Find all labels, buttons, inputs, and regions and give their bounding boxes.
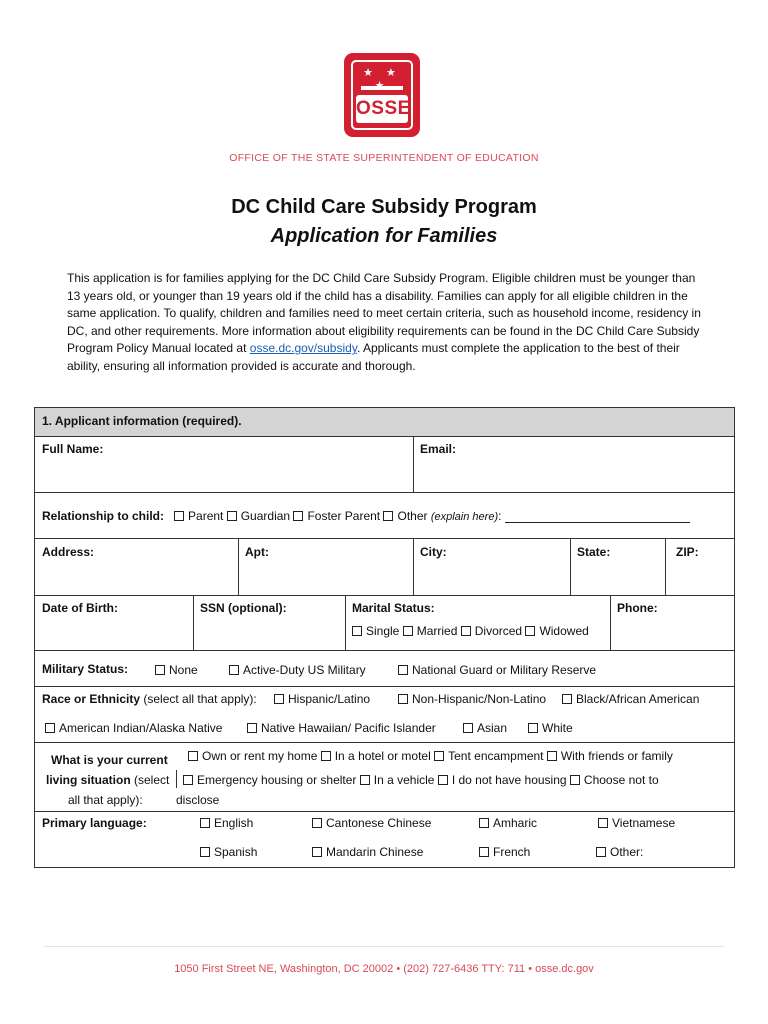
intro-text-end: . Applicants must complete the application to the best of their ability, ensuring all information provided is accurate and thorough.: [67, 341, 680, 373]
black-option: Black/African American: [576, 692, 700, 706]
french-checkbox[interactable]: [479, 847, 489, 857]
race-non-hispanic: [398, 692, 546, 706]
single-checkbox[interactable]: [352, 626, 362, 636]
friends-family-option: With friends or family: [560, 749, 673, 763]
vehicle-checkbox[interactable]: [360, 775, 370, 785]
vietnamese-option: Vietnamese: [612, 816, 676, 830]
logo-text: OSSE: [356, 95, 408, 123]
osse-logo: [344, 53, 420, 137]
living-label-2-group: [46, 773, 169, 787]
other-relationship-option: Other: [397, 509, 428, 523]
asian-option: Asian: [477, 721, 508, 735]
white-checkbox[interactable]: [528, 723, 538, 733]
row-divider: [35, 595, 734, 596]
hotel-checkbox[interactable]: [321, 751, 331, 761]
relationship-label: Relationship to child:: [42, 509, 164, 523]
hawaiian-checkbox[interactable]: [247, 723, 257, 733]
col-divider: [193, 595, 194, 650]
row-divider: [35, 492, 734, 493]
page-subtitle: Application for Families: [270, 225, 498, 247]
american-indian-option: American Indian/Alaska Native: [59, 721, 223, 735]
hotel-option: In a hotel or motel: [334, 749, 431, 763]
footer-address: 1050 First Street NE, Washington, DC 20002 • (202) 727-6436 TTY: 711 • osse.dc.gov: [174, 963, 594, 975]
widowed-option: Widowed: [539, 624, 589, 638]
active-duty-option: Active-Duty US Military: [243, 663, 366, 677]
foster-parent-checkbox[interactable]: [293, 511, 303, 521]
own-rent-checkbox[interactable]: [188, 751, 198, 761]
living-label-2b: (select: [134, 773, 170, 787]
race-american-indian: [45, 721, 222, 735]
black-checkbox[interactable]: [562, 694, 572, 704]
no-housing-checkbox[interactable]: [438, 775, 448, 785]
other-language-checkbox[interactable]: [596, 847, 606, 857]
marital-label: Marital Status:: [352, 601, 435, 615]
english-checkbox[interactable]: [200, 818, 210, 828]
row-divider: [35, 686, 734, 687]
lang-cantonese: [312, 816, 431, 830]
cantonese-checkbox[interactable]: [312, 818, 322, 828]
american-indian-checkbox[interactable]: [45, 723, 55, 733]
col-divider: [610, 595, 611, 650]
living-label-1: What is your current: [51, 753, 168, 767]
hispanic-option: Hispanic/Latino: [288, 692, 371, 706]
city-label: City:: [420, 545, 447, 559]
national-guard-option: National Guard or Military Reserve: [412, 663, 597, 677]
race-hispanic: [274, 692, 370, 706]
other-relationship-checkbox[interactable]: [383, 511, 393, 521]
living-row-2: [183, 773, 659, 787]
asian-checkbox[interactable]: [463, 723, 473, 733]
page-title: DC Child Care Subsidy Program: [231, 196, 537, 218]
race-label-group: [42, 692, 257, 706]
vehicle-option: In a vehicle: [373, 773, 435, 787]
living-disclose: disclose: [176, 793, 220, 807]
col-divider: [345, 595, 346, 650]
race-label: Race or Ethnicity: [42, 692, 141, 706]
spanish-checkbox[interactable]: [200, 847, 210, 857]
lang-french: [479, 845, 530, 859]
military-none: [155, 663, 198, 677]
race-white: [528, 721, 573, 735]
dob-label: Date of Birth:: [42, 601, 118, 615]
col-divider: [413, 538, 414, 595]
footer-divider: [44, 946, 724, 947]
french-option: French: [493, 845, 531, 859]
hispanic-checkbox[interactable]: [274, 694, 284, 704]
single-option: Single: [366, 624, 400, 638]
own-rent-option: Own or rent my home: [202, 749, 318, 763]
amharic-option: Amharic: [493, 816, 538, 830]
col-divider: [238, 538, 239, 595]
zip-label: ZIP:: [676, 545, 699, 559]
military-none-checkbox[interactable]: [155, 665, 165, 675]
language-label: Primary language:: [42, 816, 147, 830]
divorced-checkbox[interactable]: [461, 626, 471, 636]
hawaiian-option: Native Hawaiian/ Pacific Islander: [261, 721, 436, 735]
explain-field[interactable]: [505, 511, 690, 523]
tent-option: Tent encampment: [448, 749, 544, 763]
national-guard-checkbox[interactable]: [398, 665, 408, 675]
lang-english: [200, 816, 253, 830]
col-divider: [413, 436, 414, 492]
race-hawaiian: [247, 721, 436, 735]
married-option: Married: [416, 624, 458, 638]
military-label: Military Status:: [42, 662, 129, 676]
english-option: English: [214, 816, 254, 830]
friends-family-checkbox[interactable]: [547, 751, 557, 761]
lang-vietnamese: [598, 816, 675, 830]
living-row-1: [188, 749, 673, 763]
race-black: [562, 692, 699, 706]
cantonese-option: Cantonese Chinese: [326, 816, 432, 830]
choose-not-option: Choose not to: [583, 773, 659, 787]
lang-other: [596, 845, 643, 859]
section-title: 1. Applicant information (required).: [42, 414, 242, 428]
race-note: (select all that apply):: [143, 692, 257, 706]
email-label: Email:: [420, 442, 457, 456]
foster-parent-option: Foster Parent: [307, 509, 381, 523]
intro-text: This application is for families applying for the DC Child Care Subsidy Program. Eligible children must be younger than 13 years old, or younger than 19 years old if the child has a disability. Families can apply for all eligible children in the same application. To qualify, children and families need to meet certain criteria, such as household income, residency in DC, and other requirements. More information about eligibility requirements can be found in the DC Child Care Subsidy Program Policy Manual located at: [67, 271, 701, 356]
applicant-info-form: [34, 407, 735, 868]
office-name: OFFICE OF THE STATE SUPERINTENDENT OF EDUCATION: [229, 152, 539, 164]
military-none-option: None: [169, 663, 198, 677]
state-label: State:: [577, 545, 611, 559]
row-divider: [35, 538, 734, 539]
military-guard: [398, 663, 596, 677]
row-divider: [35, 742, 734, 743]
emergency-checkbox[interactable]: [183, 775, 193, 785]
white-option: White: [542, 721, 573, 735]
apt-label: Apt:: [245, 545, 269, 559]
lang-amharic: [479, 816, 537, 830]
mandarin-checkbox[interactable]: [312, 847, 322, 857]
non-hispanic-option: Non-Hispanic/Non-Latino: [412, 692, 547, 706]
no-housing-option: I do not have housing: [451, 773, 567, 787]
logo-bar: [361, 86, 403, 90]
race-asian: [463, 721, 507, 735]
explain-colon: :: [498, 509, 502, 523]
tent-checkbox[interactable]: [434, 751, 444, 761]
vietnamese-checkbox[interactable]: [598, 818, 608, 828]
active-duty-checkbox[interactable]: [229, 665, 239, 675]
living-label-3: all that apply):: [68, 793, 143, 807]
military-active: [229, 663, 366, 677]
widowed-checkbox[interactable]: [525, 626, 535, 636]
choose-not-checkbox[interactable]: [570, 775, 580, 785]
lang-spanish: [200, 845, 257, 859]
col-divider: [665, 538, 666, 595]
living-divider: [176, 770, 177, 788]
emergency-option: Emergency housing or shelter: [197, 773, 357, 787]
guardian-checkbox[interactable]: [227, 511, 237, 521]
parent-checkbox[interactable]: [174, 511, 184, 521]
logo-stars-icon: ★ ★: [363, 67, 401, 79]
guardian-option: Guardian: [240, 509, 291, 523]
row-divider: [35, 811, 734, 812]
col-divider: [570, 538, 571, 595]
intro-paragraph: [67, 270, 701, 376]
address-label: Address:: [42, 545, 95, 559]
parent-option: Parent: [188, 509, 224, 523]
other-language-option: Other:: [610, 845, 644, 859]
divorced-option: Divorced: [474, 624, 523, 638]
mandarin-option: Mandarin Chinese: [326, 845, 424, 859]
marital-options: [352, 624, 589, 638]
married-checkbox[interactable]: [403, 626, 413, 636]
amharic-checkbox[interactable]: [479, 818, 489, 828]
row-divider: [35, 650, 734, 651]
explain-note: (explain here): [430, 511, 499, 523]
phone-label: Phone:: [617, 601, 658, 615]
lang-mandarin: [312, 845, 423, 859]
living-label-2: living situation: [46, 773, 131, 787]
relationship-row: [42, 509, 690, 523]
subsidy-link[interactable]: osse.dc.gov/subsidy: [249, 341, 357, 356]
ssn-label: SSN (optional):: [200, 601, 287, 615]
full-name-label: Full Name:: [42, 442, 104, 456]
non-hispanic-checkbox[interactable]: [398, 694, 408, 704]
spanish-option: Spanish: [214, 845, 258, 859]
